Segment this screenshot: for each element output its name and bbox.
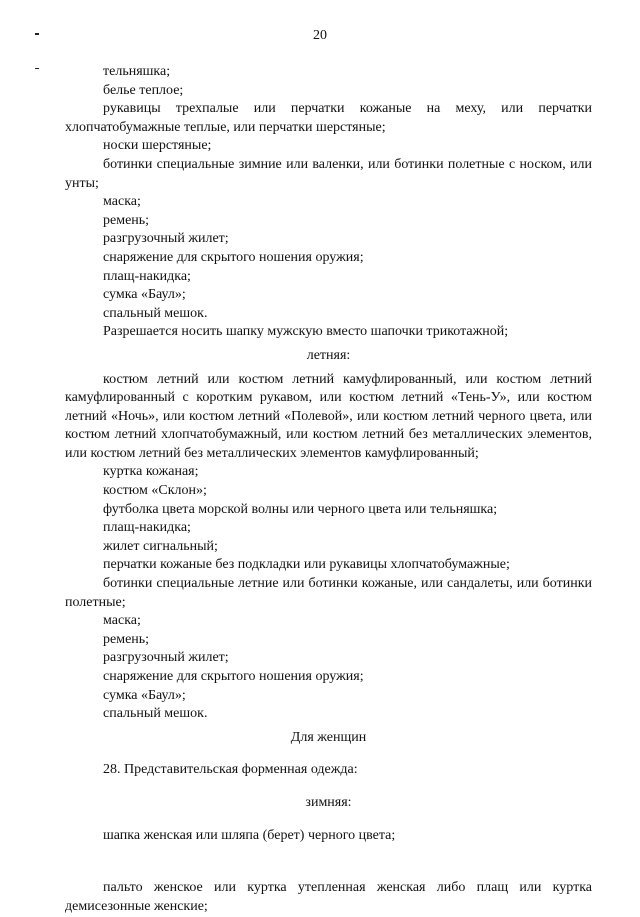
list-item: маска;	[103, 613, 141, 629]
list-item: футболка цвета морской волны или черного цвета или тельняшка;	[103, 501, 498, 517]
list-item: костюм летний или костюм летний камуфлированный, или костюм летний камуфлированный с коротким рукавом, или костюм летний «Тень-У», или костюм летний «Ночь», или костюм летний «Полевой», или костюм летний черного цвета, или костюм летний хлопчатобумажный, или костюм летний без металлических элементов, или костюм летний без металлических элементов камуфлированный;	[65, 371, 592, 461]
list-item: разгрузочный жилет;	[103, 650, 229, 666]
list-item: плащ-накидка;	[103, 268, 191, 284]
list-item: носки шерстяные;	[103, 138, 212, 154]
page-number: 20	[313, 28, 327, 43]
list-item: куртка кожаная;	[103, 464, 199, 480]
scan-mark	[35, 68, 39, 69]
list-item: тельняшка;	[103, 64, 171, 79]
list-item: маска;	[103, 194, 141, 210]
list-item: костюм «Склон»;	[103, 483, 207, 499]
list-item: ботинки специальные летние или ботинки кожаные, или сандалеты, или ботинки полетные;	[65, 576, 592, 610]
list-item: спальный мешок.	[103, 706, 208, 722]
list-item: снаряжение для скрытого ношения оружия;	[103, 669, 364, 684]
list-item: ремень;	[103, 212, 150, 228]
numbered-item-28: 28. Представительская форменная одежда:	[103, 762, 358, 778]
list-item: пальто женское или куртка утепленная женская либо плащ или куртка демисезонные женские;	[65, 880, 592, 914]
list-item: шапка женская или шляпа (берет) черного цвета;	[103, 827, 396, 843]
paragraph: Разрешается носить шапку мужскую вместо шапочки трикотажной;	[103, 324, 509, 340]
section-heading-women: Для женщин	[290, 729, 367, 745]
section-heading-summer: летняя:	[306, 347, 351, 363]
list-item: белье теплое;	[103, 82, 184, 98]
list-item: рукавицы трехпалые или перчатки кожаные на меху, или перчатки хлопчатобумажные теплые, или перчатки шерстяные;	[65, 101, 592, 135]
list-item: ботинки специальные зимние или валенки, или ботинки полетные с носком, или унты;	[65, 156, 592, 191]
section-heading-winter: зимняя:	[305, 794, 352, 810]
list-item: сумка «Баул»;	[103, 687, 186, 703]
list-item: спальный мешок.	[103, 305, 208, 321]
list-item: плащ-накидка;	[103, 520, 191, 536]
list-item: перчатки кожаные без подкладки или рукавицы хлопчатобумажные;	[103, 557, 510, 573]
list-item: разгрузочный жилет;	[103, 231, 229, 247]
list-item: сумка «Баул»;	[103, 287, 186, 303]
list-item: ремень;	[103, 631, 150, 647]
document-body	[65, 63, 592, 916]
list-item: снаряжение для скрытого ношения оружия;	[103, 249, 364, 265]
list-item: жилет сигнальный;	[103, 538, 218, 554]
